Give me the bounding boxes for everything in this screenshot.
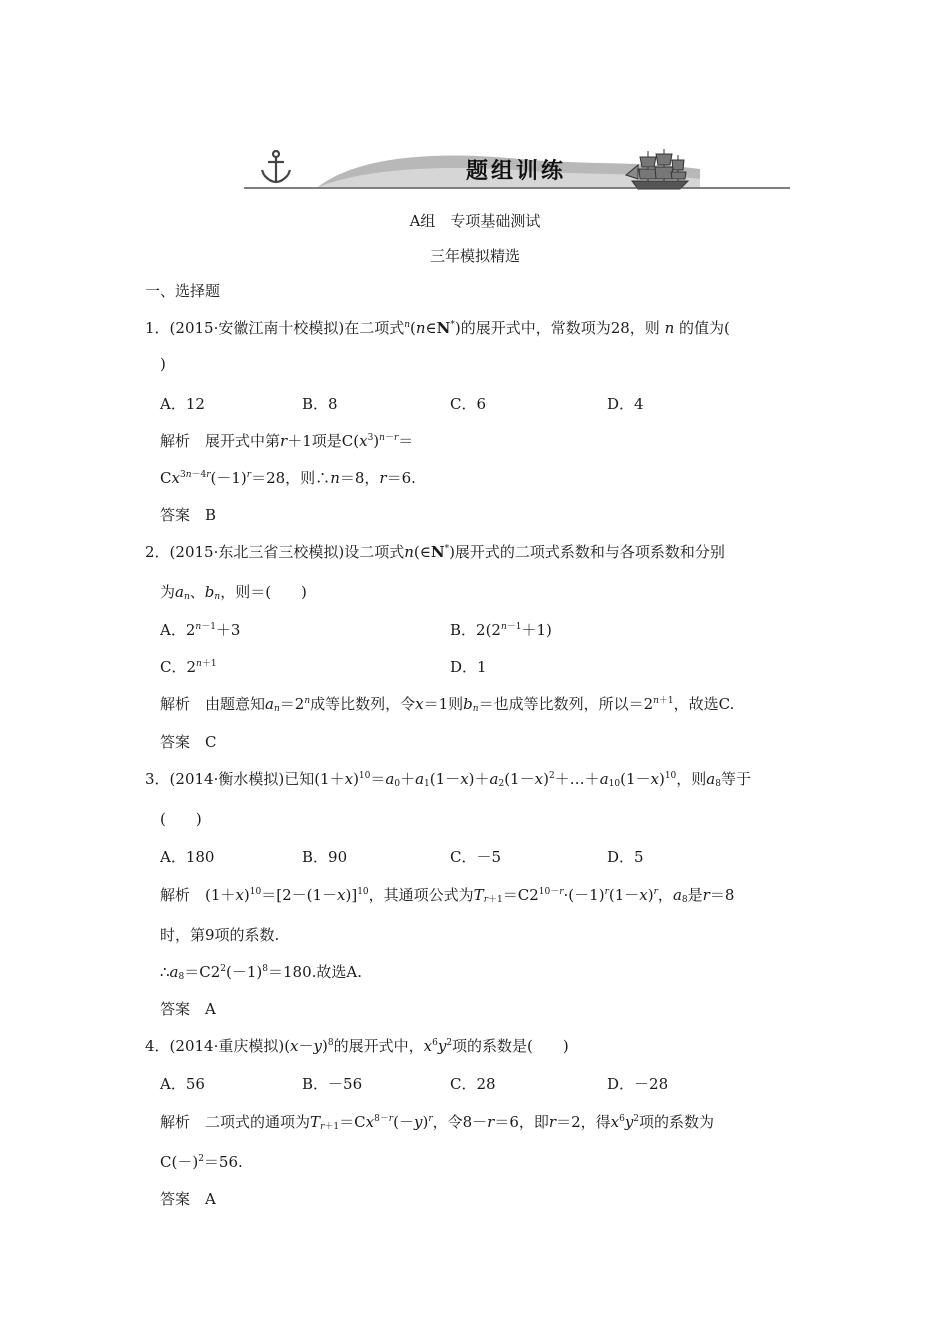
q3-option-a: A．180: [160, 848, 215, 866]
q4-option-a: A．56: [160, 1075, 205, 1093]
q3-analysis-line-1: 解析 $(1+x)^{10}=[2-(1-x)]^{10}$，其通项公式为$T_{r+1}=C2^{10-r}\cdot(-1)^r(1-x)^r$，$a_8$是r＝8: [160, 886, 735, 905]
question-2-stem: 2．(2015·东北三省三校模拟)设二项式n(∈N*)展开式的二项式系数和与各项系数和分别: [145, 543, 725, 561]
question-1-stem: 1．(2015·安徽江南十校模拟)在二项式$^n$(n∈N*)的展开式中，常数项为28，则 n 的值为(: [145, 319, 730, 337]
q4-option-c: C．28: [450, 1075, 496, 1093]
q2-option-a: A．$2^{n-1}+3$: [160, 621, 241, 639]
q3-analysis-line-2: 时，第9项的系数.: [160, 926, 280, 944]
q1-analysis-line-2: $Cx^{3n-4r}(-1)^r=28$，则∴n＝8，r＝6.: [160, 469, 416, 487]
section-heading: 一、选择题: [145, 282, 221, 300]
section-banner: [240, 145, 792, 193]
q3-answer: 答案 A: [160, 1000, 216, 1018]
q3-analysis-line-3: $\therefore a_8=C2^2(-1)^8=180$.故选A.: [160, 963, 362, 982]
q4-analysis-line-1: 解析 二项式的通项为$T_{r+1}=Cx^{8-r}(-y)^r$，令8－r＝6，即r＝2，得$x^6y^2$项的系数为: [160, 1113, 715, 1132]
q1-analysis-line-1: 解析 展开式中第r＋1项是$C(x^3)^{n-r}=$: [160, 432, 414, 450]
q1-option-d: D．4: [607, 395, 644, 413]
q1-option-c: C．6: [450, 395, 487, 413]
q2-analysis: 解析 由题意知$a_n=2^n$成等比数列，令x＝1则$b_n=$也成等比数列，所以$=2^{n+1}$，故选C.: [160, 695, 735, 714]
q3-option-d: D．5: [607, 848, 644, 866]
sub-heading: 三年模拟精选: [429, 247, 520, 265]
question-1-stem-close: ): [160, 355, 166, 373]
q4-analysis-line-2: $C(-)^2=56$.: [160, 1153, 243, 1171]
group-heading: A组 专项基础测试: [409, 212, 541, 230]
q2-option-b: B．$2(2^{n-1}+1)$: [450, 621, 552, 639]
q2-option-d: D．1: [450, 658, 487, 676]
q3-option-c: C．－5: [450, 848, 502, 866]
question-3-stem: 3．(2014·衡水模拟)已知$(1+x)^{10}=a_0+a_1(1-x)+a_2(1-x)^2+\dots+a_{10}(1-x)^{10}$，则$a_8$等于: [145, 770, 751, 789]
q1-option-a: A．12: [160, 395, 205, 413]
banner-title: 题组训练: [465, 159, 566, 184]
q1-option-b: B．8: [302, 395, 338, 413]
question-4-stem: 4．(2014·重庆模拟)$(x-y)^8$的展开式中，$x^6y^2$项的系数是( ): [145, 1037, 569, 1055]
q1-answer: 答案 B: [160, 506, 217, 524]
q2-option-c: C．$2^{n+1}$: [160, 658, 217, 676]
question-3-stem-line-2: ( ): [160, 810, 202, 828]
q4-option-d: D．－28: [607, 1075, 669, 1093]
q2-answer: 答案 C: [160, 733, 217, 751]
q4-option-b: B．－56: [302, 1075, 363, 1093]
q4-answer: 答案 A: [160, 1190, 216, 1208]
q3-option-b: B．90: [302, 848, 348, 866]
question-2-stem-line-2: 为$a_n$、$b_n$，则＝( ): [160, 583, 307, 602]
